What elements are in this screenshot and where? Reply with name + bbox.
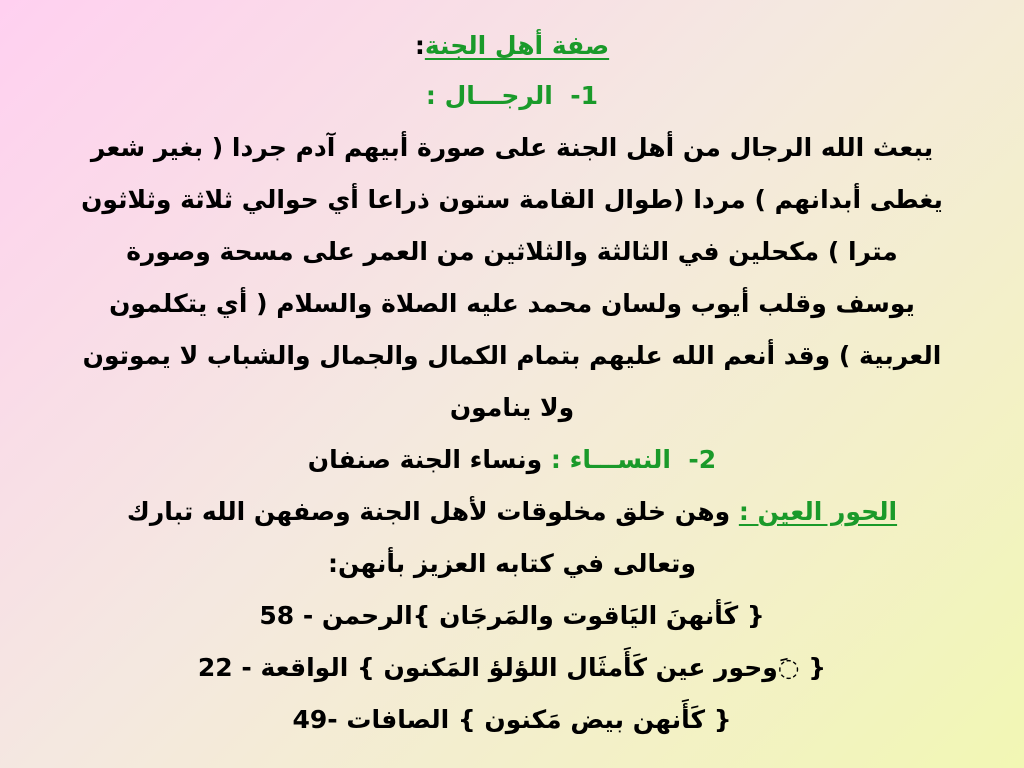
section-men-heading — [14, 70, 1010, 122]
title-text: صفة أهل الجنة — [424, 31, 610, 60]
section-men-number: 1- — [570, 81, 599, 110]
men-paragraph-line: ولا ينامون — [449, 393, 575, 422]
hur-text: وهن خلق مخلوقات لأهل الجنة وصفهن الله تبارك — [126, 497, 731, 526]
verse-line: { ◌َوحور عين كَأَمثَال اللؤلؤ المَكنون } الواقعة - 22 — [197, 653, 827, 682]
title-colon: : — [414, 31, 425, 60]
section-women-label: النســـاء : — [550, 445, 671, 474]
men-paragraph-line: يوسف وقلب أيوب ولسان محمد عليه الصلاة والسلام ( أي يتكلمون — [109, 289, 915, 318]
section-men-label: الرجـــال : — [425, 81, 553, 110]
men-paragraph-line: مترا ) مكحلين في الثالثة والثلاثين من العمر على مسحة وصورة — [126, 237, 898, 266]
page-title — [14, 22, 1010, 70]
verse-line: { كَأَنهن بيض مَكنون } الصافات -49 — [292, 705, 732, 734]
section-women-heading — [14, 434, 1010, 486]
hur-line — [14, 486, 1010, 538]
men-paragraph-line: العربية ) وقد أنعم الله عليهم بتمام الكمال والجمال والشباب لا يموتون — [82, 341, 942, 370]
section-women-number: 2- — [688, 445, 717, 474]
men-paragraph-line: يبعث الله الرجال من أهل الجنة على صورة أبيهم آدم جردا ( بغير شعر — [90, 133, 934, 162]
verse-line: { كَأنهنَ اليَاقوت والمَرجَان }الرحمن - 58 — [259, 601, 765, 630]
men-paragraph-line: يغطى أبدانهم ) مردا (طوال القامة ستون ذراعا أي حوالي ثلاثة وثلاثون — [81, 185, 943, 214]
hur-label: الحور العين : — [738, 497, 898, 526]
section-women-text: ونساء الجنة صنفان — [307, 445, 543, 474]
hur-line-2: وتعالى في كتابه العزيز بأنهن: — [328, 549, 696, 578]
